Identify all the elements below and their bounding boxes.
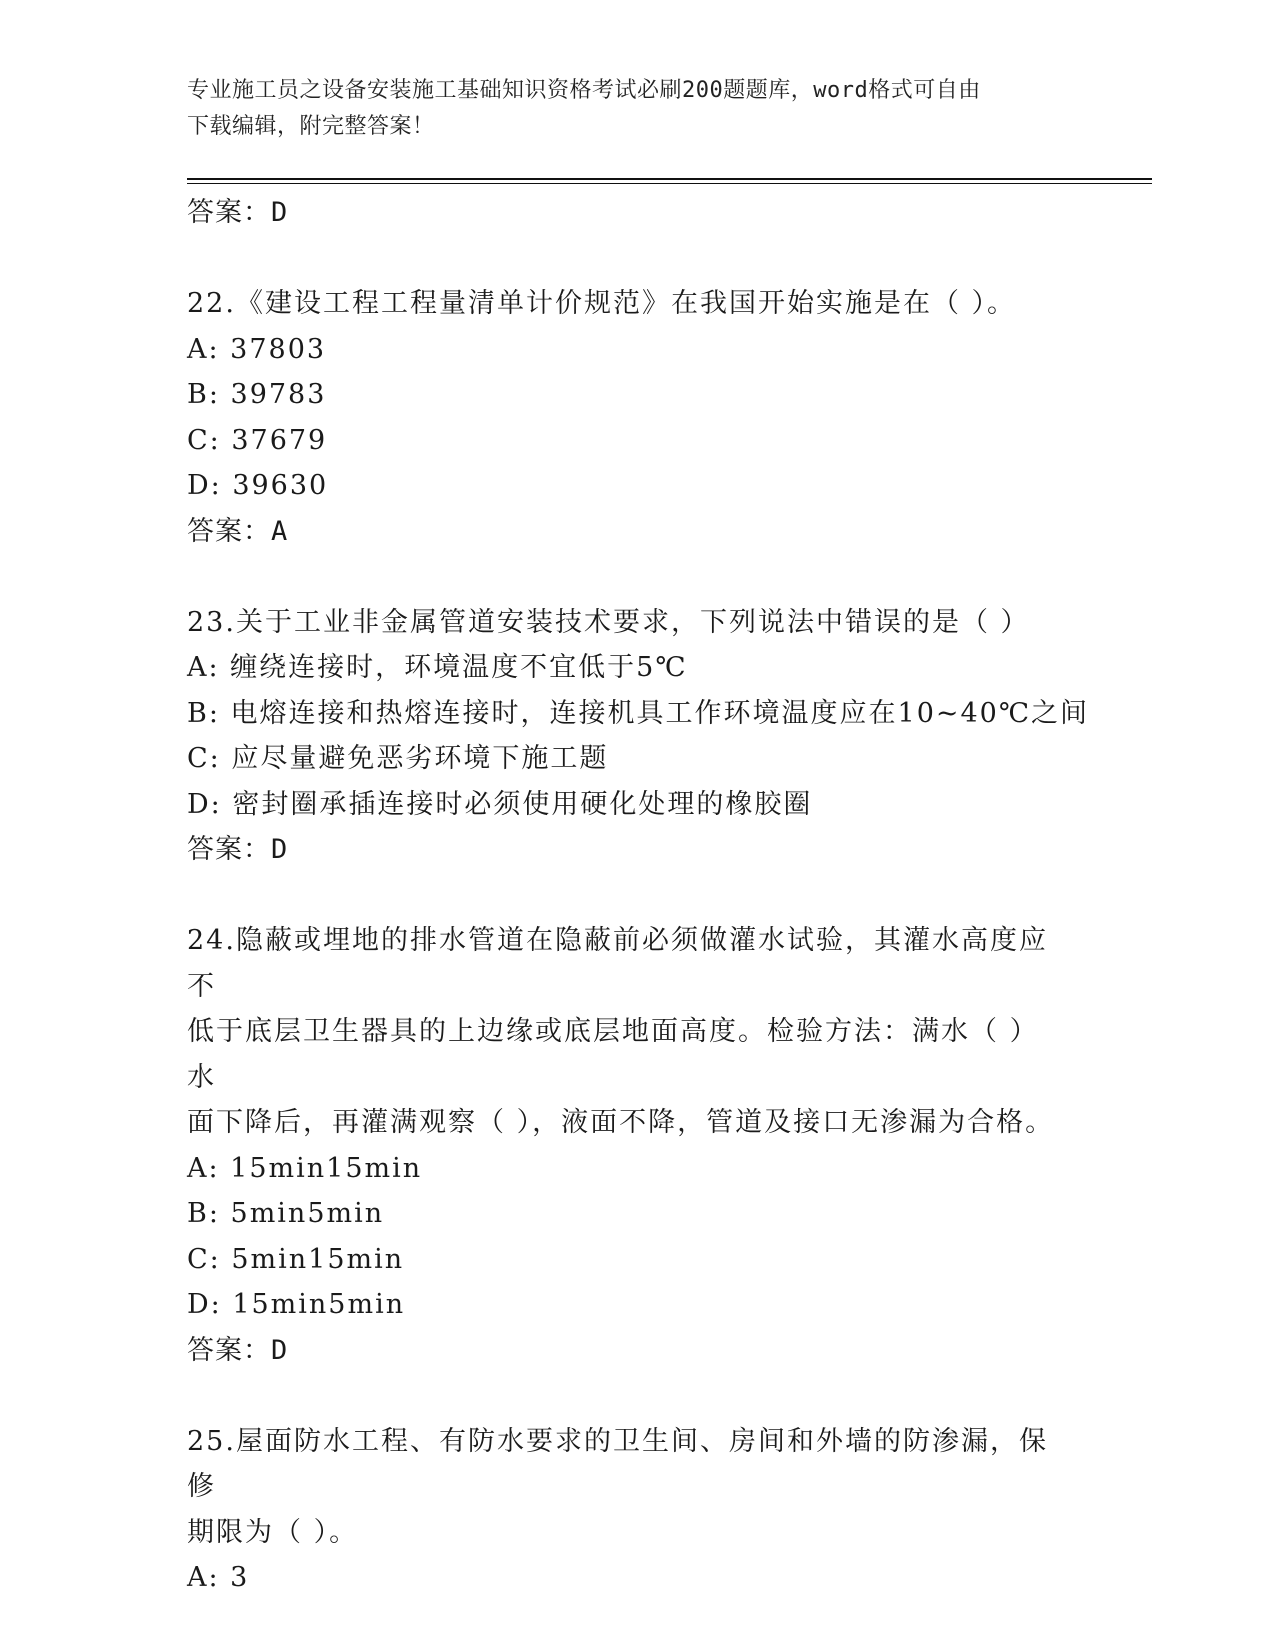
previous-answer: 答案：D bbox=[187, 197, 289, 228]
option-b: B: 电熔连接和热熔连接时，连接机具工作环境温度应在10~40℃之间 bbox=[187, 697, 1090, 729]
document-header bbox=[187, 73, 1087, 145]
option-d: D: 15min5min bbox=[187, 1289, 406, 1320]
question-text-line-1: 25.屋面防水工程、有防水要求的卫生间、房间和外墙的防渗漏，保修 bbox=[187, 1425, 1048, 1502]
option-d: D: 密封圈承插连接时必须使用硬化处理的橡胶圈 bbox=[187, 788, 813, 820]
answer: 答案：A bbox=[187, 515, 289, 547]
question-list bbox=[187, 190, 1090, 1601]
option-a: A: 3 bbox=[187, 1562, 250, 1593]
header-rule-thick bbox=[187, 178, 1152, 180]
option-a: A: 15min15min bbox=[187, 1152, 423, 1184]
question-text: 23.关于工业非金属管道安装技术要求，下列说法中错误的是（ ） bbox=[187, 606, 1030, 638]
option-b: B: 5min5min bbox=[187, 1198, 385, 1229]
option-c: C: 5min15min bbox=[187, 1243, 405, 1275]
header-line-1: 专业施工员之设备安装施工基础知识资格考试必刷200题题库，word格式可自由 bbox=[187, 78, 981, 103]
header-line-2: 下载编辑，附完整答案！ bbox=[187, 114, 435, 139]
option-a: A: 37803 bbox=[187, 333, 327, 365]
question-23 bbox=[187, 600, 1090, 873]
question-text: 22.《建设工程工程量清单计价规范》在我国开始实施是在（ ）。 bbox=[187, 288, 1017, 319]
answer: 答案：D bbox=[187, 834, 289, 865]
question-24 bbox=[187, 918, 1067, 1373]
option-c: C: 应尽量避免恶劣环境下施工题 bbox=[187, 743, 609, 774]
header-rule-thin bbox=[187, 183, 1152, 184]
option-c: C: 37679 bbox=[187, 424, 328, 456]
question-22 bbox=[187, 281, 1067, 554]
option-b: B: 39783 bbox=[187, 379, 327, 410]
question-text-line-1: 24.隐蔽或埋地的排水管道在隐蔽前必须做灌水试验，其灌水高度应不 bbox=[187, 925, 1048, 1002]
answer: 答案：D bbox=[187, 1334, 289, 1366]
question-text-line-2: 低于底层卫生器具的上边缘或底层地面高度。检验方法：满水（ ）水 bbox=[187, 1016, 1039, 1093]
question-25 bbox=[187, 1419, 1067, 1601]
option-a: A: 缠绕连接时，环境温度不宜低于5℃ bbox=[187, 652, 688, 683]
question-text-line-3: 面下降后，再灌满观察（ ），液面不降，管道及接口无渗漏为合格。 bbox=[187, 1107, 1055, 1138]
option-d: D: 39630 bbox=[187, 470, 329, 501]
question-text-line-2: 期限为（ ）。 bbox=[187, 1516, 359, 1548]
